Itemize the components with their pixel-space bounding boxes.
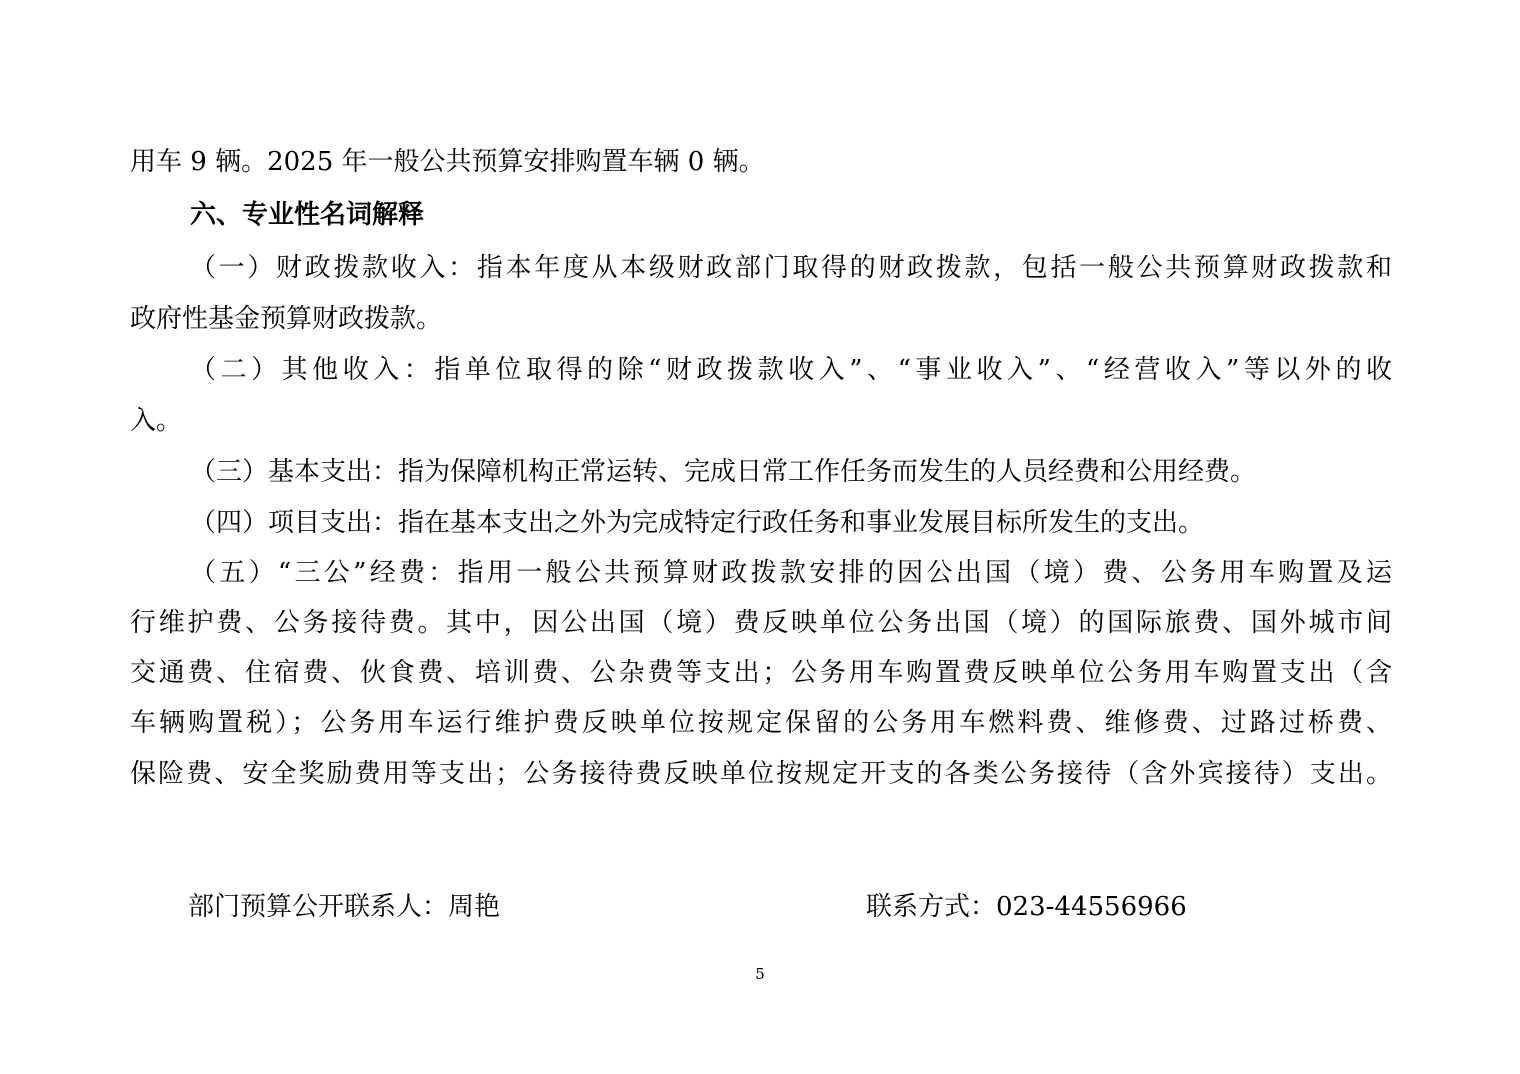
paragraph-5-line-5: 保险费、安全奖励费用等支出；公务接待费反映单位按规定开支的各类公务接待（含外宾接待）支出。 bbox=[130, 759, 1392, 789]
section-heading: 六、专业性名词解释 bbox=[190, 200, 425, 230]
page-number: 5 bbox=[755, 965, 765, 983]
paragraph-3: （三）基本支出：指为保障机构正常运转、完成日常工作任务而发生的人员经费和公用经费。 bbox=[190, 457, 1257, 487]
paragraph-1-line-2: 政府性基金预算财政拨款。 bbox=[130, 304, 443, 334]
paragraph-5-line-1: （五）“三公”经费：指用一般公共预算财政拨款安排的因公出国（境）费、公务用车购置及运 bbox=[190, 558, 1392, 588]
paragraph-1-line-1: （一）财政拨款收入：指本年度从本级财政部门取得的财政拨款，包括一般公共预算财政拨款和 bbox=[190, 253, 1392, 283]
paragraph-2-line-1: （二）其他收入：指单位取得的除“财政拨款收入”、“事业收入”、“经营收入”等以外的收 bbox=[190, 355, 1392, 385]
paragraph-5-line-4: 车辆购置税）；公务用车运行维护费反映单位按规定保留的公务用车燃料费、维修费、过路过桥费、 bbox=[130, 708, 1392, 738]
vehicle-count-text: 用车 9 辆。2025 年一般公共预算安排购置车辆 0 辆。 bbox=[130, 147, 765, 177]
paragraph-5-line-3: 交通费、住宿费、伙食费、培训费、公杂费等支出；公务用车购置费反映单位公务用车购置支出（含 bbox=[130, 658, 1392, 688]
contact-person: 部门预算公开联系人：周艳 bbox=[188, 892, 501, 922]
paragraph-5-line-2: 行维护费、公务接待费。其中，因公出国（境）费反映单位公务出国（境）的国际旅费、国外城市间 bbox=[130, 608, 1392, 638]
paragraph-2-line-2: 入。 bbox=[130, 406, 183, 436]
contact-phone: 联系方式：023-44556966 bbox=[866, 892, 1187, 922]
paragraph-4: （四）项目支出：指在基本支出之外为完成特定行政任务和事业发展目标所发生的支出。 bbox=[190, 508, 1205, 538]
